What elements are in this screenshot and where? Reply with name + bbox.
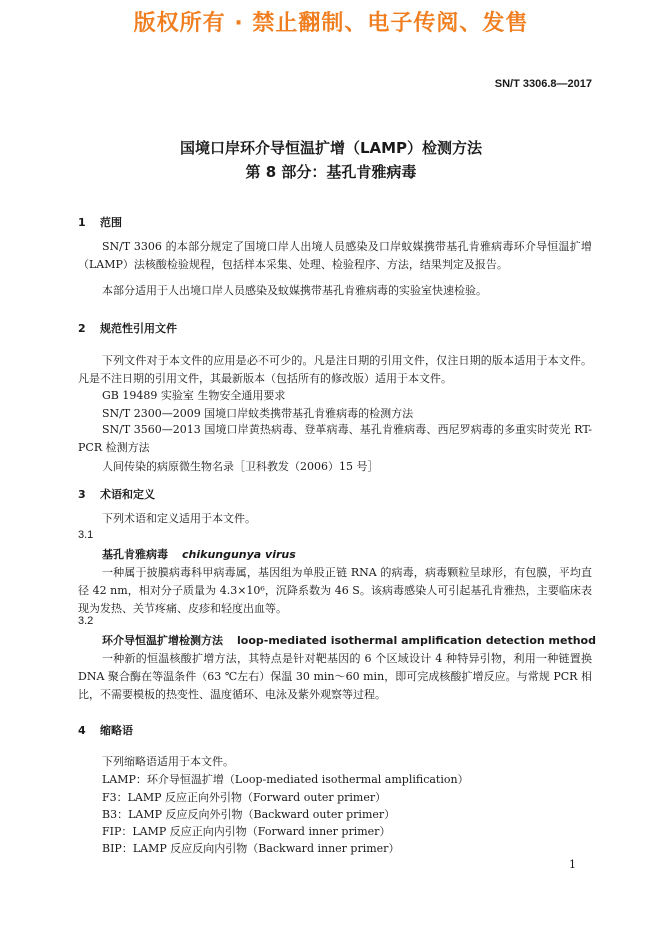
section-2-heading: [78, 320, 177, 336]
document-title: 国境口岸环介导恒温扩增（LAMP）检测方法: [179, 139, 483, 157]
reference-item: SN/T 3560—2013 国境口岸黄热病毒、登革病毒、基孔肯雅病毒、西尼罗病毒的多重实时荧光 RT-PCR 检测方法: [78, 423, 592, 454]
document-number: SN/T 3306.8—2017: [494, 78, 592, 90]
term-chinese: 环介导恒温扩增检测方法: [102, 634, 223, 647]
section-1-heading: [78, 214, 122, 230]
section-number: 3: [78, 488, 86, 501]
abbreviations-intro: 下列缩略语适用于本文件。: [102, 755, 234, 768]
term-english: loop-mediated isothermal amplification detection method: [237, 634, 596, 647]
term-number: 3.2: [78, 615, 94, 627]
reference-item: 人间传染的病原微生物名录［卫科教发（2006）15 号］: [102, 460, 379, 473]
reference-item: GB 19489 实验室 生物安全通用要求: [102, 389, 286, 402]
abbreviation-item: LAMP：环介导恒温扩增（Loop-mediated isothermal amplification）: [102, 773, 469, 786]
section-number: 2: [78, 322, 86, 335]
abbreviation-item: B3：LAMP 反应反向外引物（Backward outer primer）: [102, 808, 396, 821]
terms-intro: 下列术语和定义适用于本文件。: [102, 512, 256, 525]
abbreviation-item: BIP：LAMP 反应反向内引物（Backward inner primer）: [102, 842, 400, 855]
section-number: 1: [78, 216, 86, 229]
term-heading: [102, 546, 296, 562]
section-title: 范围: [100, 216, 122, 229]
section-3-heading: [78, 486, 155, 502]
section-title: 规范性引用文件: [100, 322, 177, 335]
abbreviation-item: F3：LAMP 反应正向外引物（Forward outer primer）: [102, 791, 387, 804]
term-english: chikungunya virus: [182, 548, 296, 561]
term-definition: 一种新的恒温核酸扩增方法，其特点是针对靶基因的 6 个区域设计 4 种特异引物，利用一种链置换 DNA 聚合酶在等温条件（63 ℃左右）保温 30 min～60 min，即可完成核酸扩增反应。与常规 PCR 相比，不需要模板的热变性、温度循环、电泳及紫外观察等过程。: [78, 652, 592, 701]
term-heading: [102, 632, 596, 648]
term-definition: 一种属于披膜病毒科甲病毒属，基因组为单股正链 RNA 的病毒，病毒颗粒呈球形，有包膜，平均直径 42 nm，相对分子质量为 4.3×10⁶，沉降系数为 46 S。该病毒感染人可引起基孔肯雅热，主要临床表现为发热、关节疼痛、皮疹和轻度出血等。: [78, 566, 592, 615]
document-subtitle: 第 8 部分：基孔肯雅病毒: [245, 163, 417, 181]
term-number: 3.1: [78, 529, 94, 541]
term-chinese: 基孔肯雅病毒: [102, 548, 168, 561]
watermark-banner: 版权所有 · 禁止翻制、电子传阅、发售: [133, 11, 529, 36]
scope-paragraph: SN/T 3306 的本部分规定了国境口岸人出境人员感染及口岸蚊媒携带基孔肯雅病毒环介导恒温扩增（LAMP）法核酸检验规程，包括样本采集、处理、检验程序、方法，结果判定及报告。: [78, 240, 592, 271]
abbreviation-item: FIP：LAMP 反应正向内引物（Forward inner primer）: [102, 825, 391, 838]
scope-applicability-paragraph: 本部分适用于人出境口岸人员感染及蚊媒携带基孔肯雅病毒的实验室快速检验。: [102, 284, 487, 297]
reference-item: SN/T 2300—2009 国境口岸蚊类携带基孔肯雅病毒的检测方法: [102, 407, 414, 420]
page-number: 1: [569, 858, 576, 871]
section-number: 4: [78, 724, 86, 737]
section-title: 缩略语: [100, 724, 133, 737]
section-4-heading: [78, 722, 133, 738]
section-title: 术语和定义: [100, 488, 155, 501]
references-intro-paragraph: 下列文件对于本文件的应用是必不可少的。凡是注日期的引用文件，仅注日期的版本适用于本文件。凡是不注日期的引用文件，其最新版本（包括所有的修改版）适用于本文件。: [78, 354, 592, 385]
